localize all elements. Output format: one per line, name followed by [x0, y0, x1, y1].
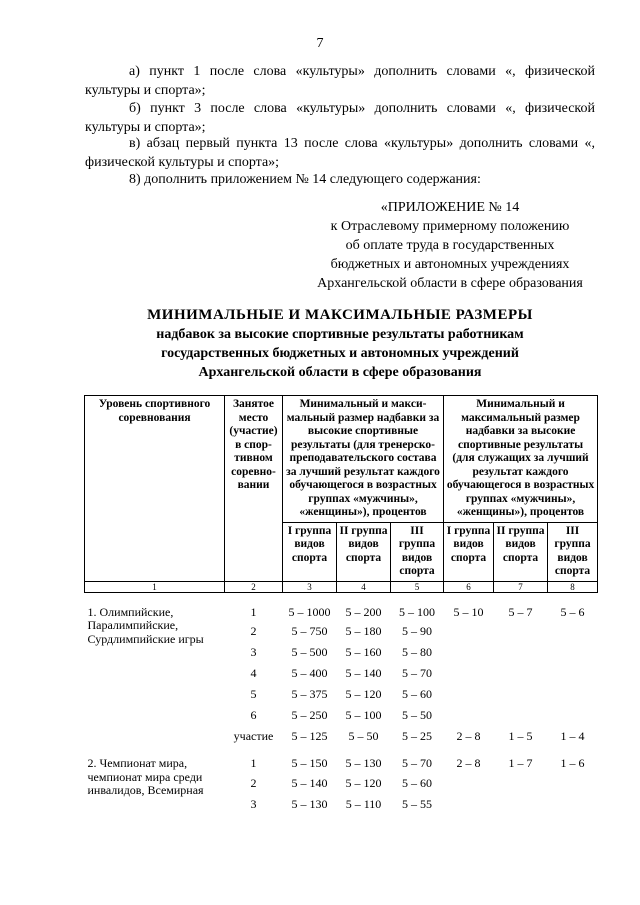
percent-range-cell [494, 641, 548, 662]
percent-range-cell: 5 – 50 [348, 729, 379, 743]
percent-range-cell: 5 – 180 [345, 624, 382, 638]
percent-range-cell [494, 793, 548, 814]
percent-range-cell [548, 620, 598, 641]
percent-range-cell: 5 – 140 [345, 666, 382, 680]
percent-range-cell [444, 704, 494, 725]
column-number: 4 [337, 581, 391, 592]
header-coach: Минимальный и макси-мальный размер надбавки за высокие спортивные результаты (для тренерско-преподавательского состава за лучший результат каждого обучающегося в возрастных группах «мужчины», «женщины»), процентов [283, 396, 444, 523]
place-cell: 4 [250, 666, 257, 680]
percent-range-cell [444, 620, 494, 641]
percent-range-cell: 5 – 1000 [288, 604, 331, 619]
percent-range-cell: 2 – 8 [456, 756, 481, 770]
document-heading [85, 306, 595, 382]
header-group: I группа видов спорта [444, 522, 494, 581]
header-group: I группа видов спорта [283, 522, 337, 581]
percent-range-cell: 5 – 70 [402, 666, 433, 680]
column-number-row [85, 581, 598, 592]
header-group: III группа видов спорта [548, 522, 598, 581]
percent-range-cell [494, 772, 548, 793]
header-staff: Минимальный и максимальный размер надбавки за высокие спортивные результаты (для служащих за лучший результат каждого обучающегося в возрастных группах «мужчины», «женщины»), процентов [444, 396, 598, 523]
percent-range-cell: 5 – 130 [291, 797, 328, 811]
percent-range-cell [548, 772, 598, 793]
table-row [85, 592, 598, 620]
place-cell: 1 [250, 756, 257, 770]
percent-range-cell: 5 – 250 [291, 708, 328, 722]
heading-subtitle-line: государственных бюджетных и автономных учреждений [161, 346, 519, 361]
page-number: 7 [316, 36, 324, 51]
percent-range-cell: 5 – 70 [402, 756, 433, 770]
percent-range-cell [548, 793, 598, 814]
percent-range-cell [444, 793, 494, 814]
percent-range-cell [548, 683, 598, 704]
column-number: 1 [85, 581, 225, 592]
heading-subtitle-line: надбавок за высокие спортивные результаты работникам [156, 327, 524, 342]
place-cell: 3 [250, 645, 257, 659]
percent-range-cell [548, 641, 598, 662]
percent-range-cell: 5 – 500 [291, 645, 328, 659]
percent-range-cell: 5 – 140 [291, 776, 328, 790]
column-number: 7 [494, 581, 548, 592]
percent-range-cell: 5 – 120 [345, 776, 382, 790]
percent-range-cell [494, 662, 548, 683]
percent-range-cell [494, 620, 548, 641]
header-level: Уровень спортивного соревнования [85, 396, 225, 582]
paragraph-c: в) абзац первый пункта 13 после слова «культуры» дополнить словами «, физической культуры и спорта»; [85, 136, 595, 170]
percent-range-cell: 1 – 5 [508, 729, 533, 743]
percent-range-cell: 5 – 120 [345, 687, 382, 701]
percent-range-cell: 5 – 60 [402, 776, 433, 790]
percent-range-cell [494, 704, 548, 725]
header-group: II группа видов спорта [337, 522, 391, 581]
column-number: 2 [225, 581, 283, 592]
percent-range-cell: 5 – 375 [291, 687, 328, 701]
place-cell: 5 [250, 687, 257, 701]
place-cell: участие [233, 729, 274, 743]
percent-range-cell: 5 – 50 [402, 708, 433, 722]
percent-range-cell: 5 – 80 [402, 645, 433, 659]
heading-title: МИНИМАЛЬНЫЕ И МАКСИМАЛЬНЫЕ РАЗМЕРЫ [147, 307, 533, 323]
appendix-line: «ПРИЛОЖЕНИЕ № 14 [380, 200, 520, 215]
appendix-line: об оплате труда в государственных [345, 238, 555, 253]
header-place: Занятое место (участие) в спор-тивном соревно-вании [225, 396, 283, 582]
percent-range-cell: 5 – 130 [345, 756, 382, 770]
percent-range-cell: 5 – 7 [508, 604, 533, 619]
percent-range-cell: 5 – 25 [402, 729, 433, 743]
percent-range-cell: 1 – 4 [560, 729, 585, 743]
heading-subtitle-line: Архангельской области в сфере образования [198, 365, 482, 380]
percent-range-cell: 5 – 400 [291, 666, 328, 680]
percent-range-cell: 1 – 6 [560, 756, 585, 770]
percent-range-cell: 5 – 100 [399, 604, 436, 619]
header-group: II группа видов спорта [494, 522, 548, 581]
percent-range-cell [494, 683, 548, 704]
percent-range-cell: 5 – 110 [345, 797, 382, 811]
paragraph-b: б) пункт 3 после слова «культуры» дополнить словами «, физической культуры и спорта»; [85, 101, 595, 135]
percent-range-cell [444, 772, 494, 793]
place-cell: 1 [250, 604, 257, 619]
header-group: III группа видов спорта [391, 522, 444, 581]
percent-range-cell: 5 – 200 [345, 604, 382, 619]
column-number: 8 [548, 581, 598, 592]
column-number: 5 [391, 581, 444, 592]
column-number: 6 [444, 581, 494, 592]
appendix-line: к Отраслевому примерному положению [330, 219, 570, 234]
table-row [85, 746, 598, 772]
paragraph-8: 8) дополнить приложением № 14 следующего содержания: [129, 172, 481, 187]
percent-range-cell: 5 – 100 [345, 708, 382, 722]
paragraph-a: а) пункт 1 после слова «культуры» дополнить словами «, физической культуры и спорта»; [85, 64, 595, 98]
percent-range-cell: 5 – 90 [402, 624, 433, 638]
percent-range-cell: 5 – 60 [402, 687, 433, 701]
appendix-header [300, 198, 600, 293]
percent-range-cell: 5 – 750 [291, 624, 328, 638]
place-cell: 6 [250, 708, 257, 722]
column-number: 3 [283, 581, 337, 592]
place-cell: 3 [250, 797, 257, 811]
allowance-table [84, 395, 598, 814]
percent-range-cell: 1 – 7 [508, 756, 533, 770]
percent-range-cell [548, 704, 598, 725]
percent-range-cell: 5 – 160 [345, 645, 382, 659]
appendix-line: бюджетных и автономных учреждениях [330, 257, 570, 272]
percent-range-cell [548, 662, 598, 683]
competition-level: 2. Чемпионат мира, чемпионат мира среди инвалидов, Всемирная [87, 756, 204, 797]
percent-range-cell: 5 – 6 [560, 604, 585, 619]
percent-range-cell: 5 – 125 [291, 729, 328, 743]
place-cell: 2 [250, 624, 257, 638]
percent-range-cell: 5 – 55 [402, 797, 433, 811]
percent-range-cell [444, 641, 494, 662]
competition-level: 1. Олимпийские, Паралимпийские, Сурдлимпийские игры [87, 604, 204, 646]
percent-range-cell [444, 662, 494, 683]
table-body [85, 592, 598, 814]
percent-range-cell: 5 – 150 [291, 756, 328, 770]
place-cell: 2 [250, 776, 257, 790]
percent-range-cell: 2 – 8 [456, 729, 481, 743]
percent-range-cell: 5 – 10 [453, 604, 484, 619]
percent-range-cell [444, 683, 494, 704]
appendix-line: Архангельской области в сфере образования [317, 276, 583, 291]
